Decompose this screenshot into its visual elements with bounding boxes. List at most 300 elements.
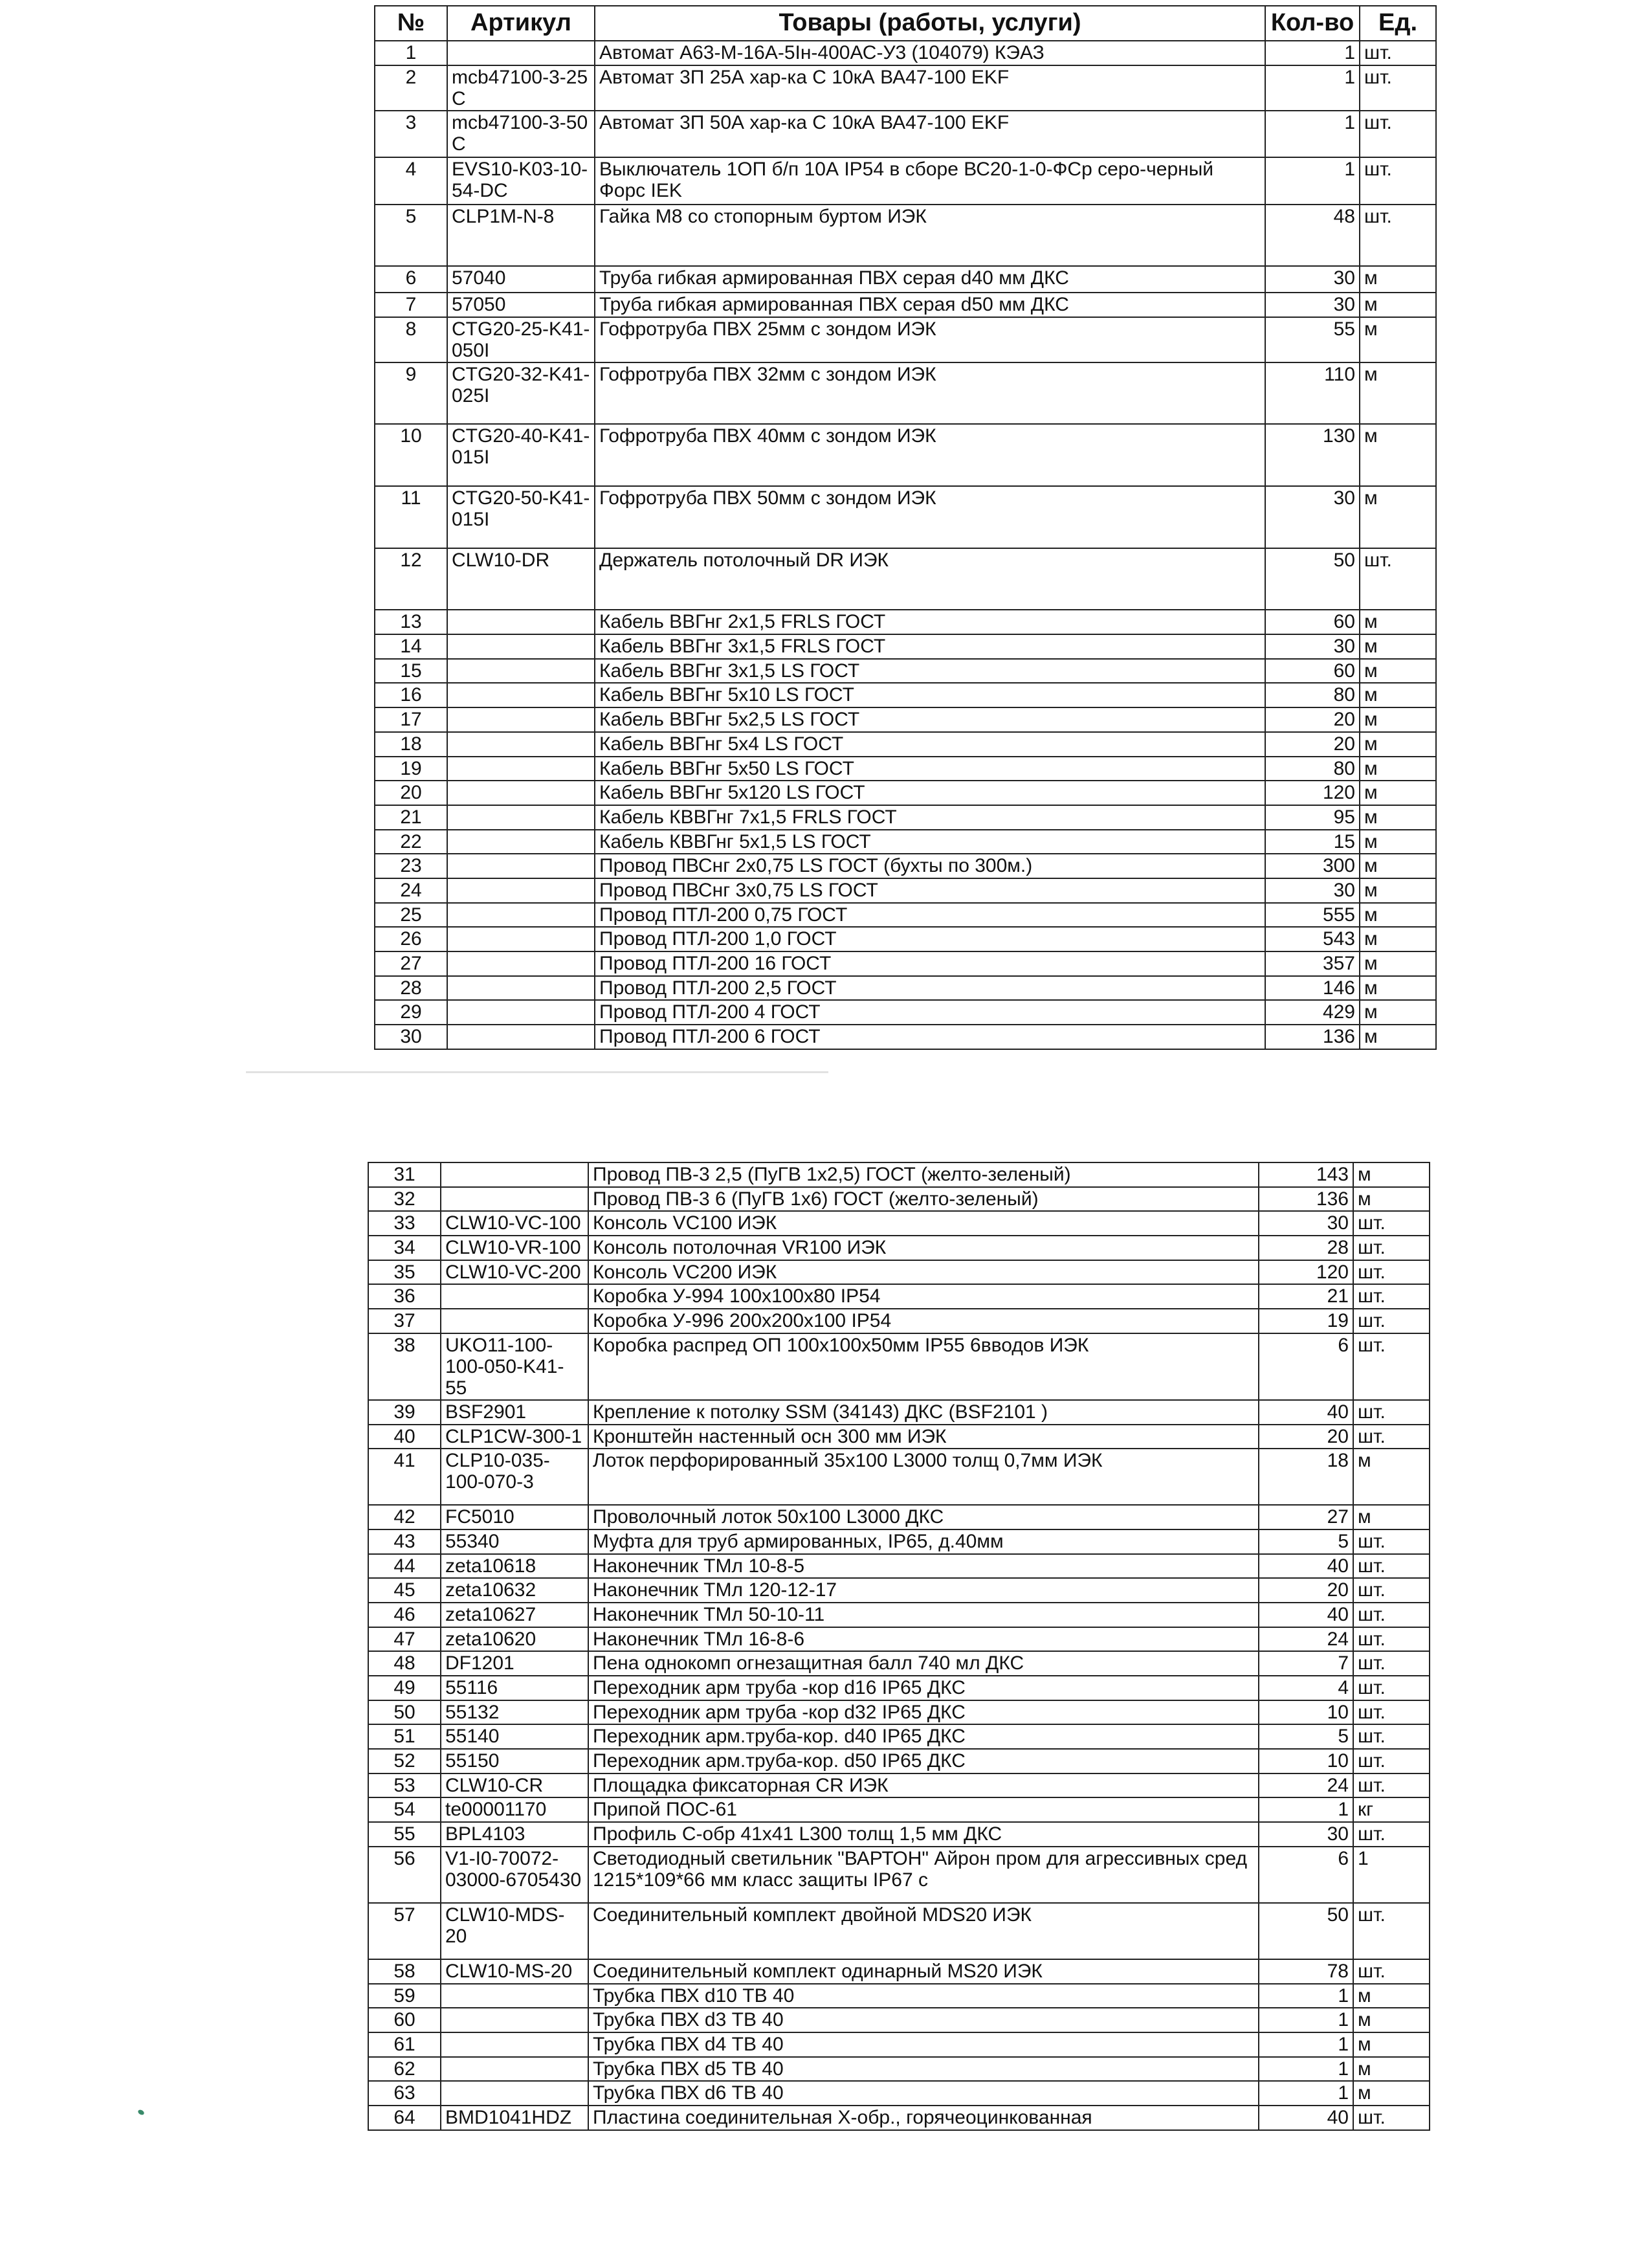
cell-goods: Коробка У-996 200х200х100 IP54 xyxy=(588,1309,1259,1333)
header-number: № xyxy=(375,6,447,41)
table-row xyxy=(368,1847,1430,1903)
cell-article: CTG20-50-K41-015I xyxy=(447,486,595,548)
cell-article: BSF2901 xyxy=(441,1400,588,1425)
cell-article xyxy=(447,41,595,65)
cell-article: 55140 xyxy=(441,1724,588,1749)
cell-article xyxy=(447,610,595,634)
cell-article xyxy=(447,927,595,951)
table-row xyxy=(375,317,1436,362)
cell-goods: Провод ПТЛ-200 0,75 ГОСТ xyxy=(595,903,1265,928)
table-row xyxy=(375,878,1436,903)
cell-unit: шт. xyxy=(1360,111,1436,158)
cell-number: 53 xyxy=(368,1773,441,1798)
cell-goods: Автомат А63-М-16А-5Iн-400АС-У3 (104079) КЭАЗ xyxy=(595,41,1265,65)
table-row xyxy=(375,683,1436,707)
cell-goods: Провод ПТЛ-200 16 ГОСТ xyxy=(595,951,1265,976)
cell-unit: шт. xyxy=(1360,41,1436,65)
cell-goods: Светодиодный светильник "ВАРТОН" Айрон пром для агрессивных сред 1215*109*66 мм класс защиты IP67 с xyxy=(588,1847,1259,1903)
cell-article xyxy=(441,1162,588,1187)
cell-number: 62 xyxy=(368,2057,441,2082)
cell-unit: шт. xyxy=(1353,1749,1430,1773)
cell-quantity: 20 xyxy=(1259,1578,1353,1603)
cell-number: 17 xyxy=(375,707,447,732)
table-row xyxy=(375,951,1436,976)
cell-unit: шт. xyxy=(1353,1627,1430,1652)
cell-number: 46 xyxy=(368,1603,441,1627)
header-goods: Товары (работы, услуги) xyxy=(595,6,1265,41)
table-row xyxy=(368,1309,1430,1333)
cell-article xyxy=(447,1000,595,1025)
cell-quantity: 1 xyxy=(1259,1984,1353,2008)
cell-goods: Провод ПТЛ-200 1,0 ГОСТ xyxy=(595,927,1265,951)
cell-unit: шт. xyxy=(1353,1284,1430,1309)
cell-quantity: 30 xyxy=(1265,293,1360,317)
cell-number: 50 xyxy=(368,1700,441,1725)
table-row xyxy=(368,1903,1430,1959)
cell-goods: Держатель потолочный DR ИЭК xyxy=(595,548,1265,610)
cell-unit: м xyxy=(1360,976,1436,1001)
cell-number: 34 xyxy=(368,1236,441,1260)
cell-number: 20 xyxy=(375,781,447,805)
cell-unit: м xyxy=(1353,1449,1430,1505)
cell-goods: Кабель ВВГнг 5х4 LS ГОСТ xyxy=(595,732,1265,757)
cell-unit: м xyxy=(1353,2032,1430,2057)
cell-quantity: 120 xyxy=(1259,1260,1353,1285)
cell-number: 55 xyxy=(368,1822,441,1847)
cell-number: 32 xyxy=(368,1187,441,1212)
cell-goods: Гофротруба ПВХ 50мм с зондом ИЭК xyxy=(595,486,1265,548)
cell-goods: Провод ПВСнг 2х0,75 LS ГОСТ (бухты по 300м.) xyxy=(595,854,1265,878)
cell-number: 31 xyxy=(368,1162,441,1187)
header-article: Артикул xyxy=(447,6,595,41)
cell-quantity: 15 xyxy=(1265,830,1360,854)
table-row xyxy=(368,1211,1430,1236)
cell-quantity: 20 xyxy=(1265,707,1360,732)
cell-article xyxy=(447,878,595,903)
cell-goods: Кабель КВВГнг 5х1,5 LS ГОСТ xyxy=(595,830,1265,854)
table-row xyxy=(375,548,1436,610)
cell-number: 54 xyxy=(368,1797,441,1822)
cell-article xyxy=(447,903,595,928)
cell-number: 6 xyxy=(375,266,447,293)
cell-article xyxy=(447,683,595,707)
cell-quantity: 555 xyxy=(1265,903,1360,928)
cell-article: te00001170 xyxy=(441,1797,588,1822)
invoice-sheet-page-2 xyxy=(368,1162,1429,2136)
cell-unit: шт. xyxy=(1353,1400,1430,1425)
items-table xyxy=(368,1162,1430,2131)
cell-unit: шт. xyxy=(1353,1333,1430,1400)
cell-article: CLW10-MDS-20 xyxy=(441,1903,588,1959)
cell-unit: м xyxy=(1353,1505,1430,1529)
cell-quantity: 20 xyxy=(1259,1425,1353,1449)
cell-goods: Профиль С-обр 41х41 L300 толщ 1,5 мм ДКС xyxy=(588,1822,1259,1847)
cell-unit: шт. xyxy=(1353,1211,1430,1236)
cell-article: CTG20-32-K41-025I xyxy=(447,362,595,425)
table-row xyxy=(375,157,1436,205)
cell-number: 11 xyxy=(375,486,447,548)
table-row xyxy=(368,1603,1430,1627)
cell-article: CLW10-MS-20 xyxy=(441,1959,588,1984)
cell-goods: Консоль VC100 ИЭК xyxy=(588,1211,1259,1236)
cell-goods: Пена однокомп огнезащитная балл 740 мл ДКС xyxy=(588,1651,1259,1676)
cell-unit: шт. xyxy=(1353,1903,1430,1959)
table-row xyxy=(368,1284,1430,1309)
cell-number: 29 xyxy=(375,1000,447,1025)
table-row xyxy=(375,781,1436,805)
cell-quantity: 20 xyxy=(1265,732,1360,757)
cell-article: 57050 xyxy=(447,293,595,317)
cell-quantity: 429 xyxy=(1265,1000,1360,1025)
cell-quantity: 28 xyxy=(1259,1236,1353,1260)
cell-number: 42 xyxy=(368,1505,441,1529)
cell-article: 55340 xyxy=(441,1529,588,1554)
cell-quantity: 1 xyxy=(1265,65,1360,111)
cell-unit: м xyxy=(1360,486,1436,548)
cell-article: CTG20-40-K41-015I xyxy=(447,424,595,486)
cell-number: 59 xyxy=(368,1984,441,2008)
cell-unit: м xyxy=(1360,293,1436,317)
cell-number: 19 xyxy=(375,757,447,781)
cell-quantity: 136 xyxy=(1265,1025,1360,1049)
cell-number: 22 xyxy=(375,830,447,854)
cell-goods: Трубка ПВХ d10 ТВ 40 xyxy=(588,1984,1259,2008)
cell-goods: Труба гибкая армированная ПВХ серая d40 мм ДКС xyxy=(595,266,1265,293)
cell-quantity: 1 xyxy=(1259,2057,1353,2082)
cell-unit: шт. xyxy=(1353,1578,1430,1603)
table-row xyxy=(375,854,1436,878)
cell-unit: 1 xyxy=(1353,1847,1430,1903)
cell-goods: Кабель ВВГнг 5х50 LS ГОСТ xyxy=(595,757,1265,781)
cell-goods: Переходник арм.труба-кор. d40 IP65 ДКС xyxy=(588,1724,1259,1749)
cell-article: 55116 xyxy=(441,1676,588,1700)
cell-number: 30 xyxy=(375,1025,447,1049)
cell-quantity: 6 xyxy=(1259,1333,1353,1400)
cell-quantity: 136 xyxy=(1259,1187,1353,1212)
cell-goods: Крепление к потолку SSM (34143) ДКС (BSF2101 ) xyxy=(588,1400,1259,1425)
cell-quantity: 30 xyxy=(1259,1211,1353,1236)
cell-number: 18 xyxy=(375,732,447,757)
cell-article: mcb47100-3-50 C xyxy=(447,111,595,158)
cell-number: 45 xyxy=(368,1578,441,1603)
cell-goods: Консоль VC200 ИЭК xyxy=(588,1260,1259,1285)
cell-article xyxy=(447,830,595,854)
cell-quantity: 1 xyxy=(1259,2032,1353,2057)
cell-goods: Провод ПТЛ-200 2,5 ГОСТ xyxy=(595,976,1265,1001)
cell-goods: Проволочный лоток 50х100 L3000 ДКС xyxy=(588,1505,1259,1529)
table-row xyxy=(375,659,1436,684)
cell-article: zeta10620 xyxy=(441,1627,588,1652)
cell-goods: Кабель ВВГнг 5х10 LS ГОСТ xyxy=(595,683,1265,707)
cell-article: CLW10-DR xyxy=(447,548,595,610)
cell-quantity: 48 xyxy=(1265,205,1360,267)
cell-article: 55132 xyxy=(441,1700,588,1725)
cell-article xyxy=(447,707,595,732)
cell-goods: Соединительный комплект двойной MDS20 ИЭК xyxy=(588,1903,1259,1959)
cell-goods: Площадка фиксаторная CR ИЭК xyxy=(588,1773,1259,1798)
items-table xyxy=(374,5,1437,1050)
cell-unit: шт. xyxy=(1353,1260,1430,1285)
cell-article: FC5010 xyxy=(441,1505,588,1529)
cell-quantity: 60 xyxy=(1265,659,1360,684)
table-row xyxy=(368,1627,1430,1652)
cell-quantity: 55 xyxy=(1265,317,1360,362)
table-row xyxy=(368,1425,1430,1449)
cell-goods: Провод ПТЛ-200 4 ГОСТ xyxy=(595,1000,1265,1025)
cell-unit: м xyxy=(1360,424,1436,486)
cell-goods: Коробка У-994 100х100х80 IP54 xyxy=(588,1284,1259,1309)
cell-quantity: 1 xyxy=(1265,157,1360,205)
cell-quantity: 10 xyxy=(1259,1749,1353,1773)
cell-unit: м xyxy=(1360,634,1436,659)
cell-quantity: 7 xyxy=(1259,1651,1353,1676)
cell-number: 27 xyxy=(375,951,447,976)
cell-number: 40 xyxy=(368,1425,441,1449)
cell-quantity: 50 xyxy=(1259,1903,1353,1959)
table-row xyxy=(368,1187,1430,1212)
table-row xyxy=(368,2081,1430,2106)
table-row xyxy=(368,2057,1430,2082)
cell-goods: Лоток перфорированный 35х100 L3000 толщ 0,7мм ИЭК xyxy=(588,1449,1259,1505)
cell-unit: шт. xyxy=(1360,65,1436,111)
table-row xyxy=(375,757,1436,781)
cell-unit: м xyxy=(1360,805,1436,830)
cell-unit: шт. xyxy=(1360,205,1436,267)
table-row xyxy=(375,424,1436,486)
cell-goods: Кабель ВВГнг 5х2,5 LS ГОСТ xyxy=(595,707,1265,732)
cell-quantity: 1 xyxy=(1259,1797,1353,1822)
cell-article: V1-I0-70072-03000-6705430 xyxy=(441,1847,588,1903)
cell-unit: шт. xyxy=(1353,1700,1430,1725)
cell-goods: Кабель ВВГнг 3х1,5 FRLS ГОСТ xyxy=(595,634,1265,659)
cell-unit: м xyxy=(1353,1162,1430,1187)
cell-quantity: 1 xyxy=(1265,41,1360,65)
table-row xyxy=(368,1529,1430,1554)
table-row xyxy=(375,111,1436,158)
cell-article xyxy=(441,1284,588,1309)
cell-goods: Гофротруба ПВХ 32мм с зондом ИЭК xyxy=(595,362,1265,425)
cell-unit: шт. xyxy=(1353,1425,1430,1449)
cell-article xyxy=(447,1025,595,1049)
cell-unit: м xyxy=(1360,659,1436,684)
cell-quantity: 5 xyxy=(1259,1724,1353,1749)
cell-goods: Провод ПТЛ-200 6 ГОСТ xyxy=(595,1025,1265,1049)
cell-quantity: 10 xyxy=(1259,1700,1353,1725)
cell-number: 9 xyxy=(375,362,447,425)
cell-goods: Гайка М8 со стопорным буртом ИЭК xyxy=(595,205,1265,267)
cell-unit: шт. xyxy=(1353,1309,1430,1333)
table-row xyxy=(368,1260,1430,1285)
cell-number: 36 xyxy=(368,1284,441,1309)
table-row xyxy=(375,1000,1436,1025)
table-row xyxy=(368,1162,1430,1187)
cell-unit: м xyxy=(1353,1187,1430,1212)
cell-quantity: 40 xyxy=(1259,1554,1353,1579)
cell-unit: шт. xyxy=(1353,1822,1430,1847)
cell-unit: шт. xyxy=(1353,1724,1430,1749)
table-row xyxy=(368,1959,1430,1984)
cell-goods: Кронштейн настенный осн 300 мм ИЭК xyxy=(588,1425,1259,1449)
cell-article xyxy=(447,854,595,878)
cell-unit: м xyxy=(1360,362,1436,425)
cell-number: 39 xyxy=(368,1400,441,1425)
cell-article: CLW10-VR-100 xyxy=(441,1236,588,1260)
table-row xyxy=(368,2008,1430,2032)
table-row xyxy=(375,707,1436,732)
cell-goods: Припой ПОС-61 xyxy=(588,1797,1259,1822)
invoice-sheet-page-1 xyxy=(374,5,1435,1048)
cell-unit: шт. xyxy=(1353,1959,1430,1984)
cell-goods: Трубка ПВХ d3 ТВ 40 xyxy=(588,2008,1259,2032)
cell-goods: Труба гибкая армированная ПВХ серая d50 мм ДКС xyxy=(595,293,1265,317)
cell-number: 24 xyxy=(375,878,447,903)
header-unit: Ед. xyxy=(1360,6,1436,41)
cell-quantity: 110 xyxy=(1265,362,1360,425)
cell-quantity: 18 xyxy=(1259,1449,1353,1505)
cell-unit: м xyxy=(1353,2057,1430,2082)
cell-article xyxy=(447,732,595,757)
cell-article: zeta10618 xyxy=(441,1554,588,1579)
cell-number: 47 xyxy=(368,1627,441,1652)
cell-goods: Кабель ВВГнг 3х1,5 LS ГОСТ xyxy=(595,659,1265,684)
items-table-body xyxy=(368,1162,1430,2130)
cell-unit: м xyxy=(1360,707,1436,732)
cell-quantity: 24 xyxy=(1259,1627,1353,1652)
cell-quantity: 50 xyxy=(1265,548,1360,610)
cell-article xyxy=(447,757,595,781)
table-row xyxy=(368,1449,1430,1505)
table-row xyxy=(368,1700,1430,1725)
table-row xyxy=(375,205,1436,267)
cell-number: 2 xyxy=(375,65,447,111)
cell-unit: м xyxy=(1360,1000,1436,1025)
table-row xyxy=(368,1773,1430,1798)
cell-article: mcb47100-3-25 C xyxy=(447,65,595,111)
cell-goods: Консоль потолочная VR100 ИЭК xyxy=(588,1236,1259,1260)
cell-article: EVS10-K03-10-54-DC xyxy=(447,157,595,205)
cell-article: zeta10627 xyxy=(441,1603,588,1627)
cell-unit: м xyxy=(1360,1025,1436,1049)
cell-article: UKO11-100-100-050-K41-55 xyxy=(441,1333,588,1400)
cell-quantity: 24 xyxy=(1259,1773,1353,1798)
cell-quantity: 21 xyxy=(1259,1284,1353,1309)
cell-quantity: 78 xyxy=(1259,1959,1353,1984)
cell-unit: м xyxy=(1360,854,1436,878)
cell-article: BPL4103 xyxy=(441,1822,588,1847)
table-row xyxy=(375,903,1436,928)
cell-quantity: 120 xyxy=(1265,781,1360,805)
cell-goods: Соединительный комплект одинарный MS20 ИЭК xyxy=(588,1959,1259,1984)
cell-unit: м xyxy=(1360,266,1436,293)
cell-article: CLP1CW-300-1 xyxy=(441,1425,588,1449)
table-row xyxy=(375,976,1436,1001)
table-row xyxy=(375,486,1436,548)
cell-goods: Переходник арм.труба-кор. d50 IP65 ДКС xyxy=(588,1749,1259,1773)
cell-article: CTG20-25-K41-050I xyxy=(447,317,595,362)
cell-number: 13 xyxy=(375,610,447,634)
cell-quantity: 95 xyxy=(1265,805,1360,830)
cell-number: 14 xyxy=(375,634,447,659)
cell-quantity: 30 xyxy=(1265,486,1360,548)
cell-unit: шт. xyxy=(1353,1529,1430,1554)
cell-unit: м xyxy=(1360,951,1436,976)
cell-article xyxy=(447,634,595,659)
cell-number: 4 xyxy=(375,157,447,205)
table-row xyxy=(375,830,1436,854)
cell-goods: Автомат 3П 50А хар-ка С 10кА ВА47-100 EKF xyxy=(595,111,1265,158)
cell-goods: Муфта для труб армированных, IP65, д.40мм xyxy=(588,1529,1259,1554)
cell-quantity: 543 xyxy=(1265,927,1360,951)
cell-number: 12 xyxy=(375,548,447,610)
cell-quantity: 130 xyxy=(1265,424,1360,486)
cell-article: CLP10-035-100-070-3 xyxy=(441,1449,588,1505)
cell-quantity: 30 xyxy=(1259,1822,1353,1847)
cell-quantity: 27 xyxy=(1259,1505,1353,1529)
table-row xyxy=(375,266,1436,293)
cell-article xyxy=(441,2081,588,2106)
cell-unit: м xyxy=(1353,2081,1430,2106)
cell-unit: м xyxy=(1360,610,1436,634)
cell-number: 35 xyxy=(368,1260,441,1285)
cell-number: 16 xyxy=(375,683,447,707)
cell-goods: Пластина соединительная Х-обр., горячеоцинкованная xyxy=(588,2106,1259,2130)
cell-goods: Гофротруба ПВХ 25мм с зондом ИЭК xyxy=(595,317,1265,362)
cell-article xyxy=(441,2008,588,2032)
cell-goods: Провод ПВ-3 6 (ПуГВ 1х6) ГОСТ (желто-зеленый) xyxy=(588,1187,1259,1212)
cell-goods: Автомат 3П 25А хар-ка С 10кА ВА47-100 EKF xyxy=(595,65,1265,111)
cell-unit: шт. xyxy=(1353,1676,1430,1700)
cell-article xyxy=(447,951,595,976)
table-row xyxy=(375,293,1436,317)
table-row xyxy=(368,1797,1430,1822)
cell-number: 51 xyxy=(368,1724,441,1749)
cell-quantity: 80 xyxy=(1265,757,1360,781)
table-row xyxy=(368,2106,1430,2130)
cell-article: zeta10632 xyxy=(441,1578,588,1603)
cell-goods: Коробка распред ОП 100х100х50мм IP55 6вводов ИЭК xyxy=(588,1333,1259,1400)
cell-number: 33 xyxy=(368,1211,441,1236)
cell-unit: шт. xyxy=(1353,1773,1430,1798)
cell-number: 56 xyxy=(368,1847,441,1903)
cell-unit: м xyxy=(1360,903,1436,928)
cell-article: DF1201 xyxy=(441,1651,588,1676)
cell-unit: м xyxy=(1360,781,1436,805)
cell-number: 64 xyxy=(368,2106,441,2130)
table-row xyxy=(375,362,1436,425)
table-row xyxy=(368,1333,1430,1400)
cell-number: 28 xyxy=(375,976,447,1001)
cell-quantity: 357 xyxy=(1265,951,1360,976)
cell-goods: Трубка ПВХ d6 ТВ 40 xyxy=(588,2081,1259,2106)
cell-unit: м xyxy=(1353,2008,1430,2032)
cell-quantity: 80 xyxy=(1265,683,1360,707)
cell-goods: Трубка ПВХ d4 ТВ 40 xyxy=(588,2032,1259,2057)
cell-unit: шт. xyxy=(1360,157,1436,205)
cell-article xyxy=(447,805,595,830)
cell-number: 37 xyxy=(368,1309,441,1333)
cell-number: 41 xyxy=(368,1449,441,1505)
cell-number: 26 xyxy=(375,927,447,951)
cell-unit: м xyxy=(1360,317,1436,362)
cell-unit: шт. xyxy=(1353,2106,1430,2130)
table-row xyxy=(375,927,1436,951)
cell-number: 58 xyxy=(368,1959,441,1984)
cell-goods: Наконечник ТМл 10-8-5 xyxy=(588,1554,1259,1579)
cell-quantity: 146 xyxy=(1265,976,1360,1001)
cell-article: 57040 xyxy=(447,266,595,293)
cell-number: 48 xyxy=(368,1651,441,1676)
cell-number: 23 xyxy=(375,854,447,878)
